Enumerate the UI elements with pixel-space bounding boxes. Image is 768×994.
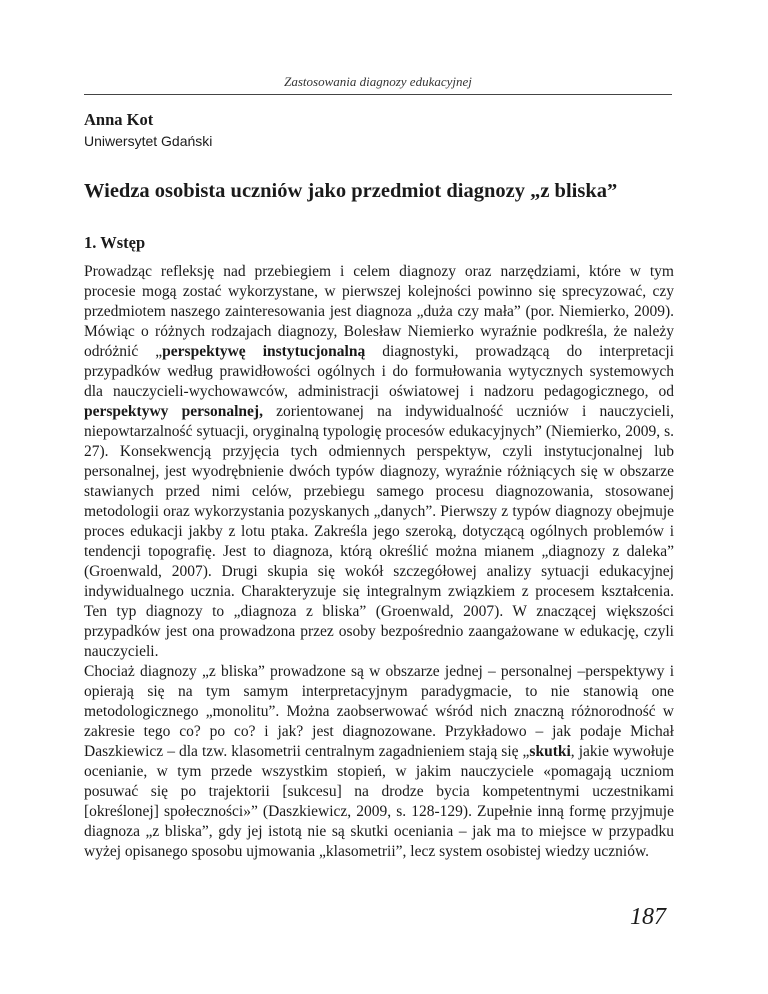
- paragraph-1: [84, 262, 674, 662]
- paragraph-1-bold-run: perspektywę instytucjonalną: [162, 343, 366, 360]
- running-header: Zastosowania diagnozy edukacyjnej: [284, 74, 472, 89]
- paragraph-2-run: , jakie wywołuje ocenianie, w tym przede wszystkim stopień, w jakim nauczyciele «pomagają uczniom posuwać się po trajektorii [sukcesu] na drodze bycia kompetentnymi uczestnikami [określonej] społeczności»” (Daszkiewicz, 2009, s. 128-129). Zupełnie inną formę przyjmuje diagnoza „z bliska”, gdy jej istotą nie są skutki oceniania – jak ma to miejsce w przypadku wyżej opisanego sposobu ujmowania „klasometrii”, lecz system osobistej wiedzy uczniów.: [84, 743, 674, 860]
- page-number: 187: [630, 904, 666, 930]
- header-rule: [84, 94, 672, 95]
- paragraph-2-run: Chociaż diagnozy „z bliska” prowadzone są w obszarze jednej – personalnej –perspektywy i opierają się na tym samym interpretacyjnym paradygmacie, to nie stanowią one metodologicznego „monolitu”. Można zaobserwować wśród nich znaczną różnorodność w zakresie tego co? po co? i jak? jest diagnozowane. Przykładowo – jak podaje Michał Daszkiewicz – dla tzw. klasometrii centralnym zagadnieniem stają się „: [84, 663, 674, 760]
- paragraph-2: [84, 662, 674, 862]
- section-heading: 1. Wstęp: [84, 233, 146, 252]
- paragraph-2-bold-run: skutki: [529, 743, 571, 760]
- paragraph-1-run: zorientowanej na indywidualność uczniów i nauczycieli, niepowtarzalność sytuacji, oryginalną typologię procesów edukacyjnych” (Niemierko, 2009, s. 27). Konsekwencją przyjęcia tych odmiennych perspektyw, czyli instytucjonalnej lub personalnej, jest wyodrębnienie dwóch typów diagnozy, wyraźnie różniących się w obszarze stawianych przed nimi celów, przebiegu samego procesu diagnozowania, stosowanej metodologii oraz wykorzystania pozyskanych „danych”. Pierwszy z typów diagnozy obejmuje proces edukacji jakby z lotu ptaka. Zakreśla jego szeroką, dotyczącą ogólnych problemów i tendencji topografię. Jest to diagnoza, którą określić można mianem „diagnozy z daleka” (Groenwald, 2007). Drugi skupia się wokół szczegółowej analizy sytuacji edukacyjnej indywidualnego ucznia. Charakteryzuje się integralnym związkiem z procesem kształcenia. Ten typ diagnozy to „diagnoza z bliska” (Groenwald, 2007). W znaczącej większości przypadków jest ona prowadzona przez osoby bezpośrednio zaangażowane w edukację, czyli nauczycieli.: [84, 403, 674, 660]
- paragraph-1-run: diagnostyki, prowadzącą do interpretacji przypadków według prawidłowości ogólnych i do formułowania wytycznych systemowych dla nauczycieli-wychowawców, administracji oświatowej i nadzoru pedagogicznego, od: [84, 343, 674, 400]
- body-text: [84, 262, 674, 862]
- paragraph-1-run: Prowadząc refleksję nad przebiegiem i celem diagnozy oraz narzędziami, które w tym procesie mogą zostać wykorzystane, w pierwszej kolejności powinno się sprecyzować, czy przedmiotem naszego zainteresowania jest diagnoza „duża czy mała” (por. Niemierko, 2009). Mówiąc o różnych rodzajach diagnozy, Bolesław Niemierko wyraźnie podkreśla, że należy odróżnić „: [84, 263, 674, 360]
- author-name: Anna Kot: [84, 110, 154, 129]
- author-affiliation: Uniwersytet Gdański: [84, 133, 213, 149]
- paragraph-1-bold-run: perspektywy personalnej,: [84, 403, 263, 420]
- article-title: Wiedza osobista uczniów jako przedmiot diagnozy „z bliska”: [84, 180, 618, 202]
